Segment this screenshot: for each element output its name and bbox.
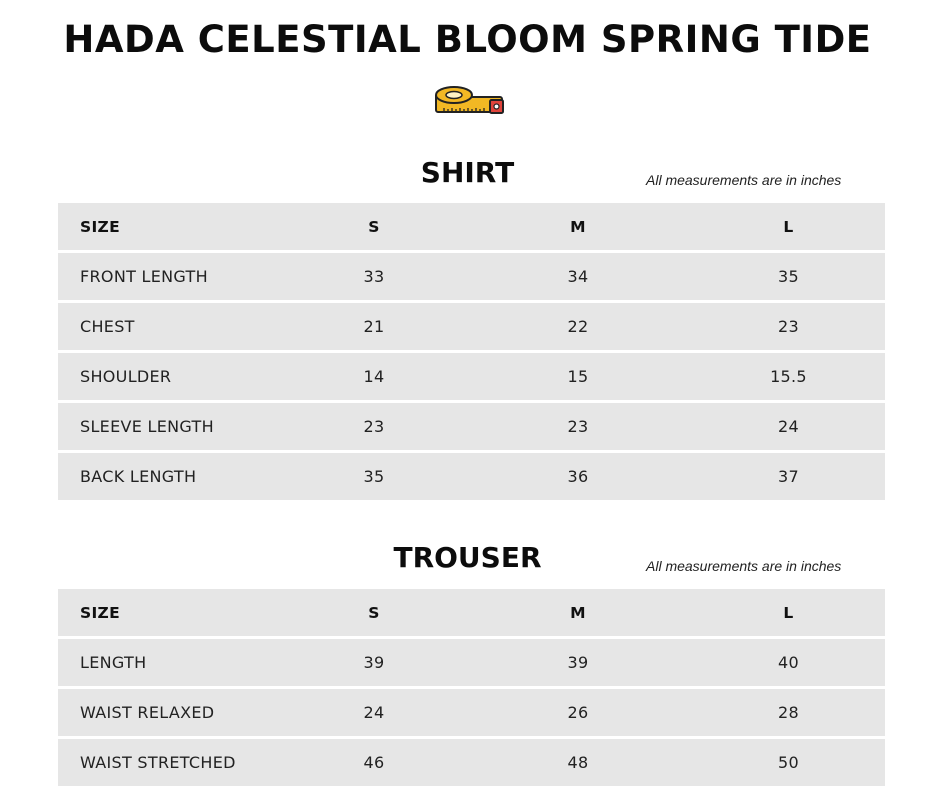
size-header: SIZE (58, 589, 284, 638)
cell-s: 46 (284, 738, 464, 787)
size-l-header: L (692, 203, 885, 252)
cell-s: 24 (284, 688, 464, 738)
cell-l: 28 (692, 688, 885, 738)
table-row (58, 688, 885, 738)
cell-m: 39 (464, 638, 692, 688)
cell-m: 48 (464, 738, 692, 787)
cell-m: 26 (464, 688, 692, 738)
cell-l: 24 (692, 402, 885, 452)
table-row (58, 302, 885, 352)
table-row (58, 352, 885, 402)
row-label: FRONT LENGTH (58, 252, 284, 302)
cell-s: 33 (284, 252, 464, 302)
cell-s: 23 (284, 402, 464, 452)
trouser-units-note: All measurements are in inches (646, 558, 842, 574)
cell-m: 22 (464, 302, 692, 352)
row-label: WAIST STRETCHED (58, 738, 284, 787)
cell-m: 36 (464, 452, 692, 501)
shirt-units-note: All measurements are in inches (646, 172, 842, 188)
cell-m: 15 (464, 352, 692, 402)
row-label: SHOULDER (58, 352, 284, 402)
row-label: SLEEVE LENGTH (58, 402, 284, 452)
table-row (58, 738, 885, 787)
size-s-header: S (284, 203, 464, 252)
cell-s: 21 (284, 302, 464, 352)
row-label: WAIST RELAXED (58, 688, 284, 738)
table-header-row (58, 203, 885, 252)
size-s-header: S (284, 589, 464, 638)
cell-s: 35 (284, 452, 464, 501)
size-header: SIZE (58, 203, 284, 252)
table-row (58, 638, 885, 688)
trouser-heading: TROUSER (393, 541, 542, 574)
size-m-header: M (464, 589, 692, 638)
cell-s: 14 (284, 352, 464, 402)
trouser-size-table (58, 589, 885, 786)
table-row (58, 252, 885, 302)
table-row (58, 452, 885, 501)
table-header-row (58, 589, 885, 638)
row-label: LENGTH (58, 638, 284, 688)
measuring-tape-icon (434, 84, 506, 118)
cell-m: 23 (464, 402, 692, 452)
page-title: HADA CELESTIAL BLOOM SPRING TIDE (63, 18, 872, 61)
table-row (58, 402, 885, 452)
cell-l: 37 (692, 452, 885, 501)
cell-l: 23 (692, 302, 885, 352)
row-label: BACK LENGTH (58, 452, 284, 501)
cell-m: 34 (464, 252, 692, 302)
cell-l: 40 (692, 638, 885, 688)
shirt-size-table (58, 203, 885, 500)
cell-l: 50 (692, 738, 885, 787)
cell-l: 15.5 (692, 352, 885, 402)
cell-l: 35 (692, 252, 885, 302)
cell-s: 39 (284, 638, 464, 688)
size-l-header: L (692, 589, 885, 638)
size-m-header: M (464, 203, 692, 252)
shirt-heading: SHIRT (420, 156, 515, 189)
row-label: CHEST (58, 302, 284, 352)
